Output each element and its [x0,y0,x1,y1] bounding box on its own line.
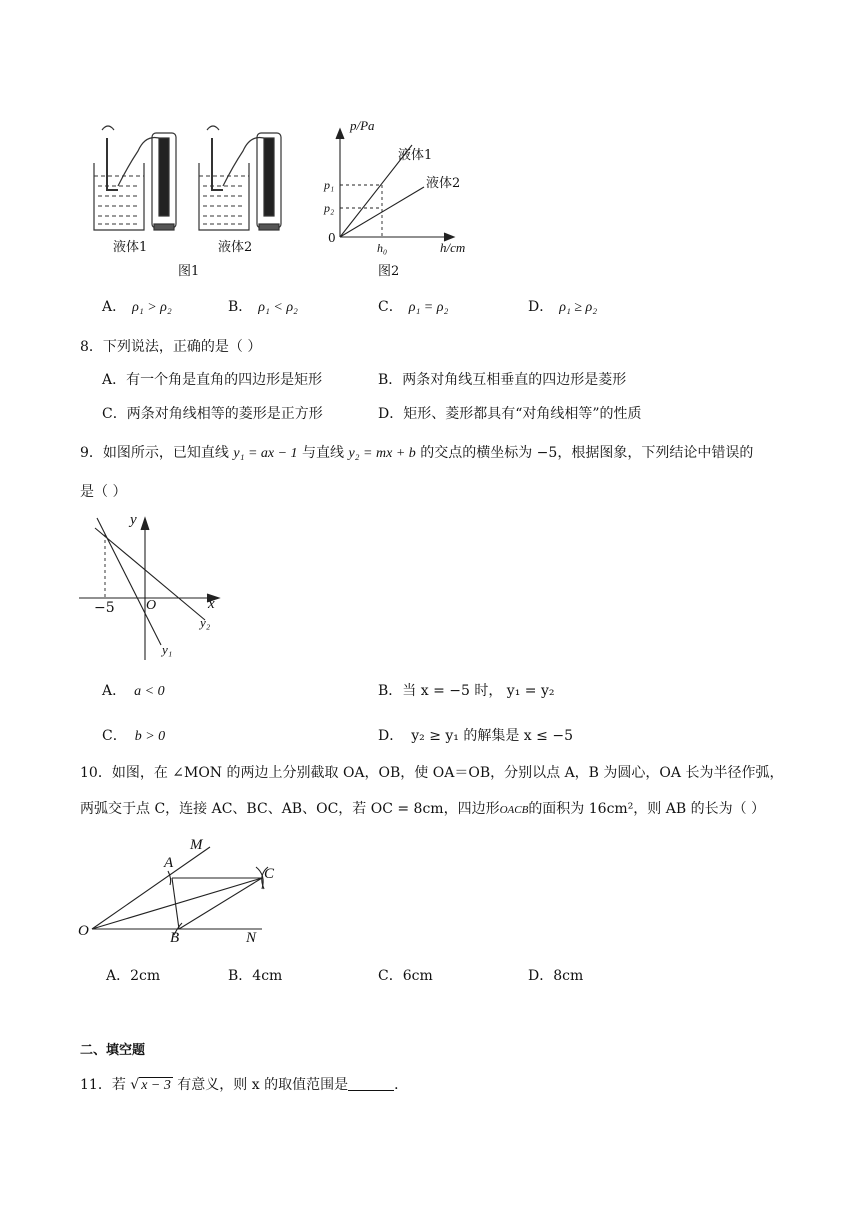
q10-option-a[interactable]: A．2cm [106,968,161,984]
fig2-line2-label: 液体2 [426,176,461,191]
fig1-caption: 图1 [178,264,200,279]
fig1-label-liquid1: 液体1 [113,240,148,255]
q10-option-d[interactable]: D．8cm [528,968,584,984]
ray-OM [92,847,210,929]
q8-option-a[interactable]: A．有一个角是直角的四边形是矩形 [102,372,323,388]
q9-option-c[interactable]: C． b > 0 [102,728,166,744]
beaker-1-apparatus [94,126,176,230]
q10-label-N: N [246,930,257,946]
q8-option-d[interactable]: D．矩形、菱形都具有“对角线相等”的性质 [378,406,642,422]
q9-x-label: x [208,596,215,612]
fig2-caption: 图2 [378,264,400,279]
q10-label-M: M [190,837,203,853]
q9-graph [75,510,235,665]
q9-option-d[interactable]: D． y₂ ≥ y₁ 的解集是 x ≤ −5 [378,728,573,744]
fig2-p1-label: p₁ [324,178,335,192]
q8-option-c[interactable]: C．两条对角线相等的菱形是正方形 [102,406,323,422]
q9-y2-label: y₂ [200,615,211,630]
q9-y-label: y [130,512,137,528]
fig2-x-axis-label: h/cm [440,240,466,255]
q9-origin-label: O [146,598,157,613]
q9-eq2: y₂ = mx + b [348,446,416,461]
q9-option-a[interactable]: A． a < 0 [102,683,165,699]
beaker-2-apparatus [199,126,281,230]
q7-option-b[interactable]: B． ρ₁ < ρ₂ [228,299,298,315]
q10-label-B: B [170,930,180,946]
fig2-line1-label: 液体1 [398,148,433,163]
q9-neg5-label: −5 [94,600,115,616]
sqrt-symbol: √ [130,1077,140,1093]
fig2-y-axis-label: p/Pa [350,118,375,133]
q8-option-b[interactable]: B．两条对角线互相垂直的四边形是菱形 [378,372,627,388]
q9-stem-line1: 9．如图所示，已知直线 y₁ = ax − 1 与直线 y₂ = mx + b 的交点的横坐标为 −5，根据图象，下列结论中错误的 [80,445,754,461]
q10-label-A: A [164,855,174,871]
q10-figure [78,835,288,950]
q11-radicand: x − 3 [141,1078,171,1093]
section-title: 二、填空题 [80,1043,146,1058]
segment-OC [92,878,262,929]
q10-option-b[interactable]: B．4cm [228,968,283,984]
q7-option-c[interactable]: C． ρ₁ = ρ₂ [378,299,449,315]
fig1-label-liquid2: 液体2 [218,240,253,255]
q10-option-c[interactable]: C．6cm [378,968,433,984]
q11-stem: 11．若 √ x − 3 有意义，则 x 的取值范围是 ． [80,1077,409,1093]
q7-option-a[interactable]: A． ρ₁ > ρ₂ [102,299,172,315]
q10-stem-line1: 10．如图，在 ∠MON 的两边上分别截取 OA，OB，使 OA＝OB，分别以点 A，B 为圆心，OA 长为半径作弧， [80,765,784,781]
fig2-p2-label: p₂ [324,201,335,215]
q9-stem-line2: 是（ ） [80,484,127,500]
q10-stem-line2: 两弧交于点 C，连接 AC、BC、AB、OC，若 OC = 8cm，四边形OACB的面积为 16cm²，则 AB 的长为（ ） [80,801,766,817]
q10-label-C: C [264,866,275,882]
q7-fig1 [82,118,292,238]
q10-label-O: O [78,923,89,939]
segment-BC [179,878,262,929]
q9-option-b[interactable]: B．当 x = −5 时， y₁ = y₂ [378,683,555,699]
q8-stem: 8．下列说法，正确的是（ ） [80,339,262,355]
q9-eq1: y₁ = ax − 1 [233,446,298,461]
q11-answer-blank[interactable] [348,1076,394,1091]
q9-y1-label: y₁ [162,642,173,657]
fig2-h0-label: h₀ [377,241,388,255]
fig2-origin-label: 0 [328,231,336,245]
q7-option-d[interactable]: D． ρ₁ ≥ ρ₂ [528,299,598,315]
